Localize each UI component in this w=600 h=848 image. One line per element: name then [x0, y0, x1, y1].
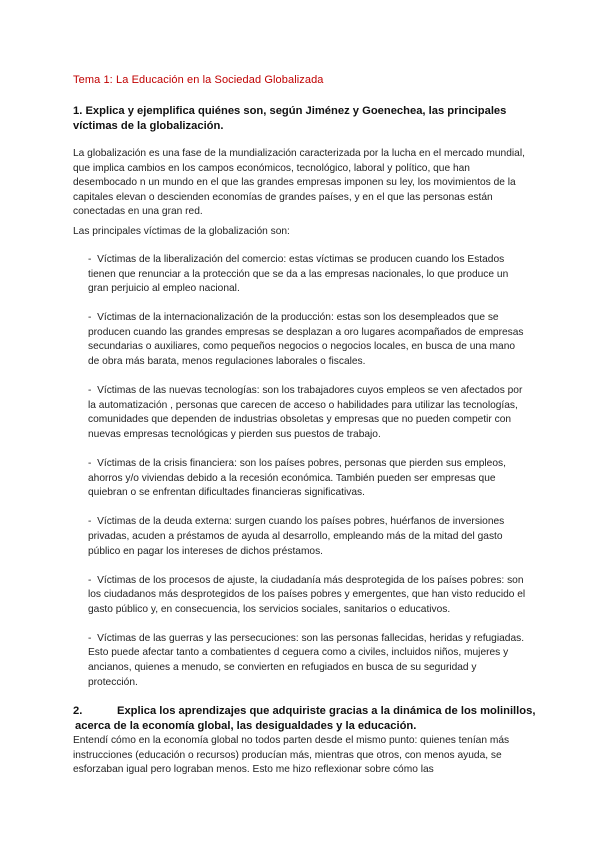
- question-2-number: 2.: [73, 705, 83, 717]
- victim-external-debt: Víctimas de la deuda externa: surgen cuando los países pobres, huérfanos de inversiones privadas, acuden a préstamos de ayuda al desarrollo, empleando más de la mitad del gasto público en pagar los intereses de dichos préstamos.: [88, 516, 505, 557]
- question-2-line-2: acerca de la economía global, las desigualdades y la educación.: [75, 720, 417, 732]
- dash-marker: -: [88, 254, 92, 265]
- victim-trade-liberalization: Víctimas de la liberalización del comercio: estas víctimas se producen cuando los Estados tienen que renunciar a la protección que se da a las empresas nacionales, lo que produce un gran perjuicio al empleo nacional.: [88, 254, 509, 295]
- victims-list: [88, 253, 528, 690]
- dash-marker: -: [88, 458, 92, 470]
- list-item: [88, 384, 528, 442]
- victim-financial-crisis: Víctimas de la crisis financiera: son los países pobres, personas que pierden sus empleos, ahorros y/o viviendas debido a la recesión económica. También pueden ser empresas que quiebran o se enfrentan dificultades financieras significativas.: [88, 458, 506, 499]
- document-title: Tema 1: La Educación en la Sociedad Globalizada: [73, 74, 324, 86]
- victim-new-technologies: Víctimas de las nuevas tecnologías: son los trabajadores cuyos empleos se ven afectados por la automatización , personas que carecen de acceso o habilidades para utilizar las tecnologías, comunidades que dependen de industrias obsoletas y empresas que no pueden competir con nuevas empresas tecnológicas y pierden sus puestos de trabajo.: [88, 385, 523, 440]
- victims-lead-sentence: Las principales víctimas de la globalización son:: [73, 226, 290, 237]
- question-2-heading: [73, 704, 543, 734]
- victim-adjustment-processes: Víctimas de los procesos de ajuste, la ciudadanía más desprotegida de los países pobres: son los ciudadanos más desprotegidos de los países pobres y emergentes, que han visto reducido el gasto público y, en consecuencia, los servicios sociales, sanitarios o educativos.: [88, 574, 526, 615]
- list-item: [88, 253, 528, 297]
- dash-marker: -: [88, 574, 92, 586]
- list-item: [88, 574, 528, 618]
- question-2-line-1: Explica los aprendizajes que adquiriste gracias a la dinámica de los molinillos,: [117, 705, 536, 717]
- list-item: [88, 632, 528, 690]
- question-1-heading: 1. Explica y ejemplifica quiénes son, según Jiménez y Goenechea, las principales víctimas de la globalización.: [73, 105, 507, 132]
- dash-marker: -: [88, 516, 92, 528]
- list-item: [88, 457, 528, 501]
- answer-2-paragraph: Entendí cómo en la economía global no todos parten desde el mismo punto: quienes tenían más instrucciones (educación o recursos) producían más, mientras que otros, con menos ayuda, se esforzaban igual pero lograban menos. Esto me hizo reflexionar sobre cómo las: [73, 735, 510, 776]
- list-item: [88, 515, 528, 559]
- intro-paragraph: La globalización es una fase de la mundialización caracterizada por la lucha en el mercado mundial, que implica cambios en los campos económicos, tecnológico, laboral y político, que han desembocado n un mundo en el que las grandes empresas imponen su ley, los movimientos de la capitales elevan o descienden economías de grandes países, y en el que las personas están conectadas en una gran red.: [73, 148, 525, 218]
- dash-marker: -: [88, 385, 92, 397]
- victim-wars-persecutions: Víctimas de las guerras y las persecuciones: son las personas fallecidas, heridas y refugiadas. Esto puede afectar tanto a combatientes d ceguera como a civiles, incluidos niños, mujeres y ancianos, quienes a menudo, se convierten en refugiados en busca de su seguridad y protección.: [88, 632, 525, 688]
- dash-marker: -: [88, 312, 92, 324]
- dash-marker: -: [88, 632, 92, 644]
- victim-production-internationalization: Víctimas de la internacionalización de la producción: estas son los desempleados que se producen cuando las grandes empresas se desplazan a oro lugares acompañados de empresas secundarias o auxiliares, como pequeños negocios o negocios locales, en busca de una mano de obra más barata, menos regulaciones laborales o fiscales.: [88, 312, 524, 368]
- list-item: [88, 311, 528, 369]
